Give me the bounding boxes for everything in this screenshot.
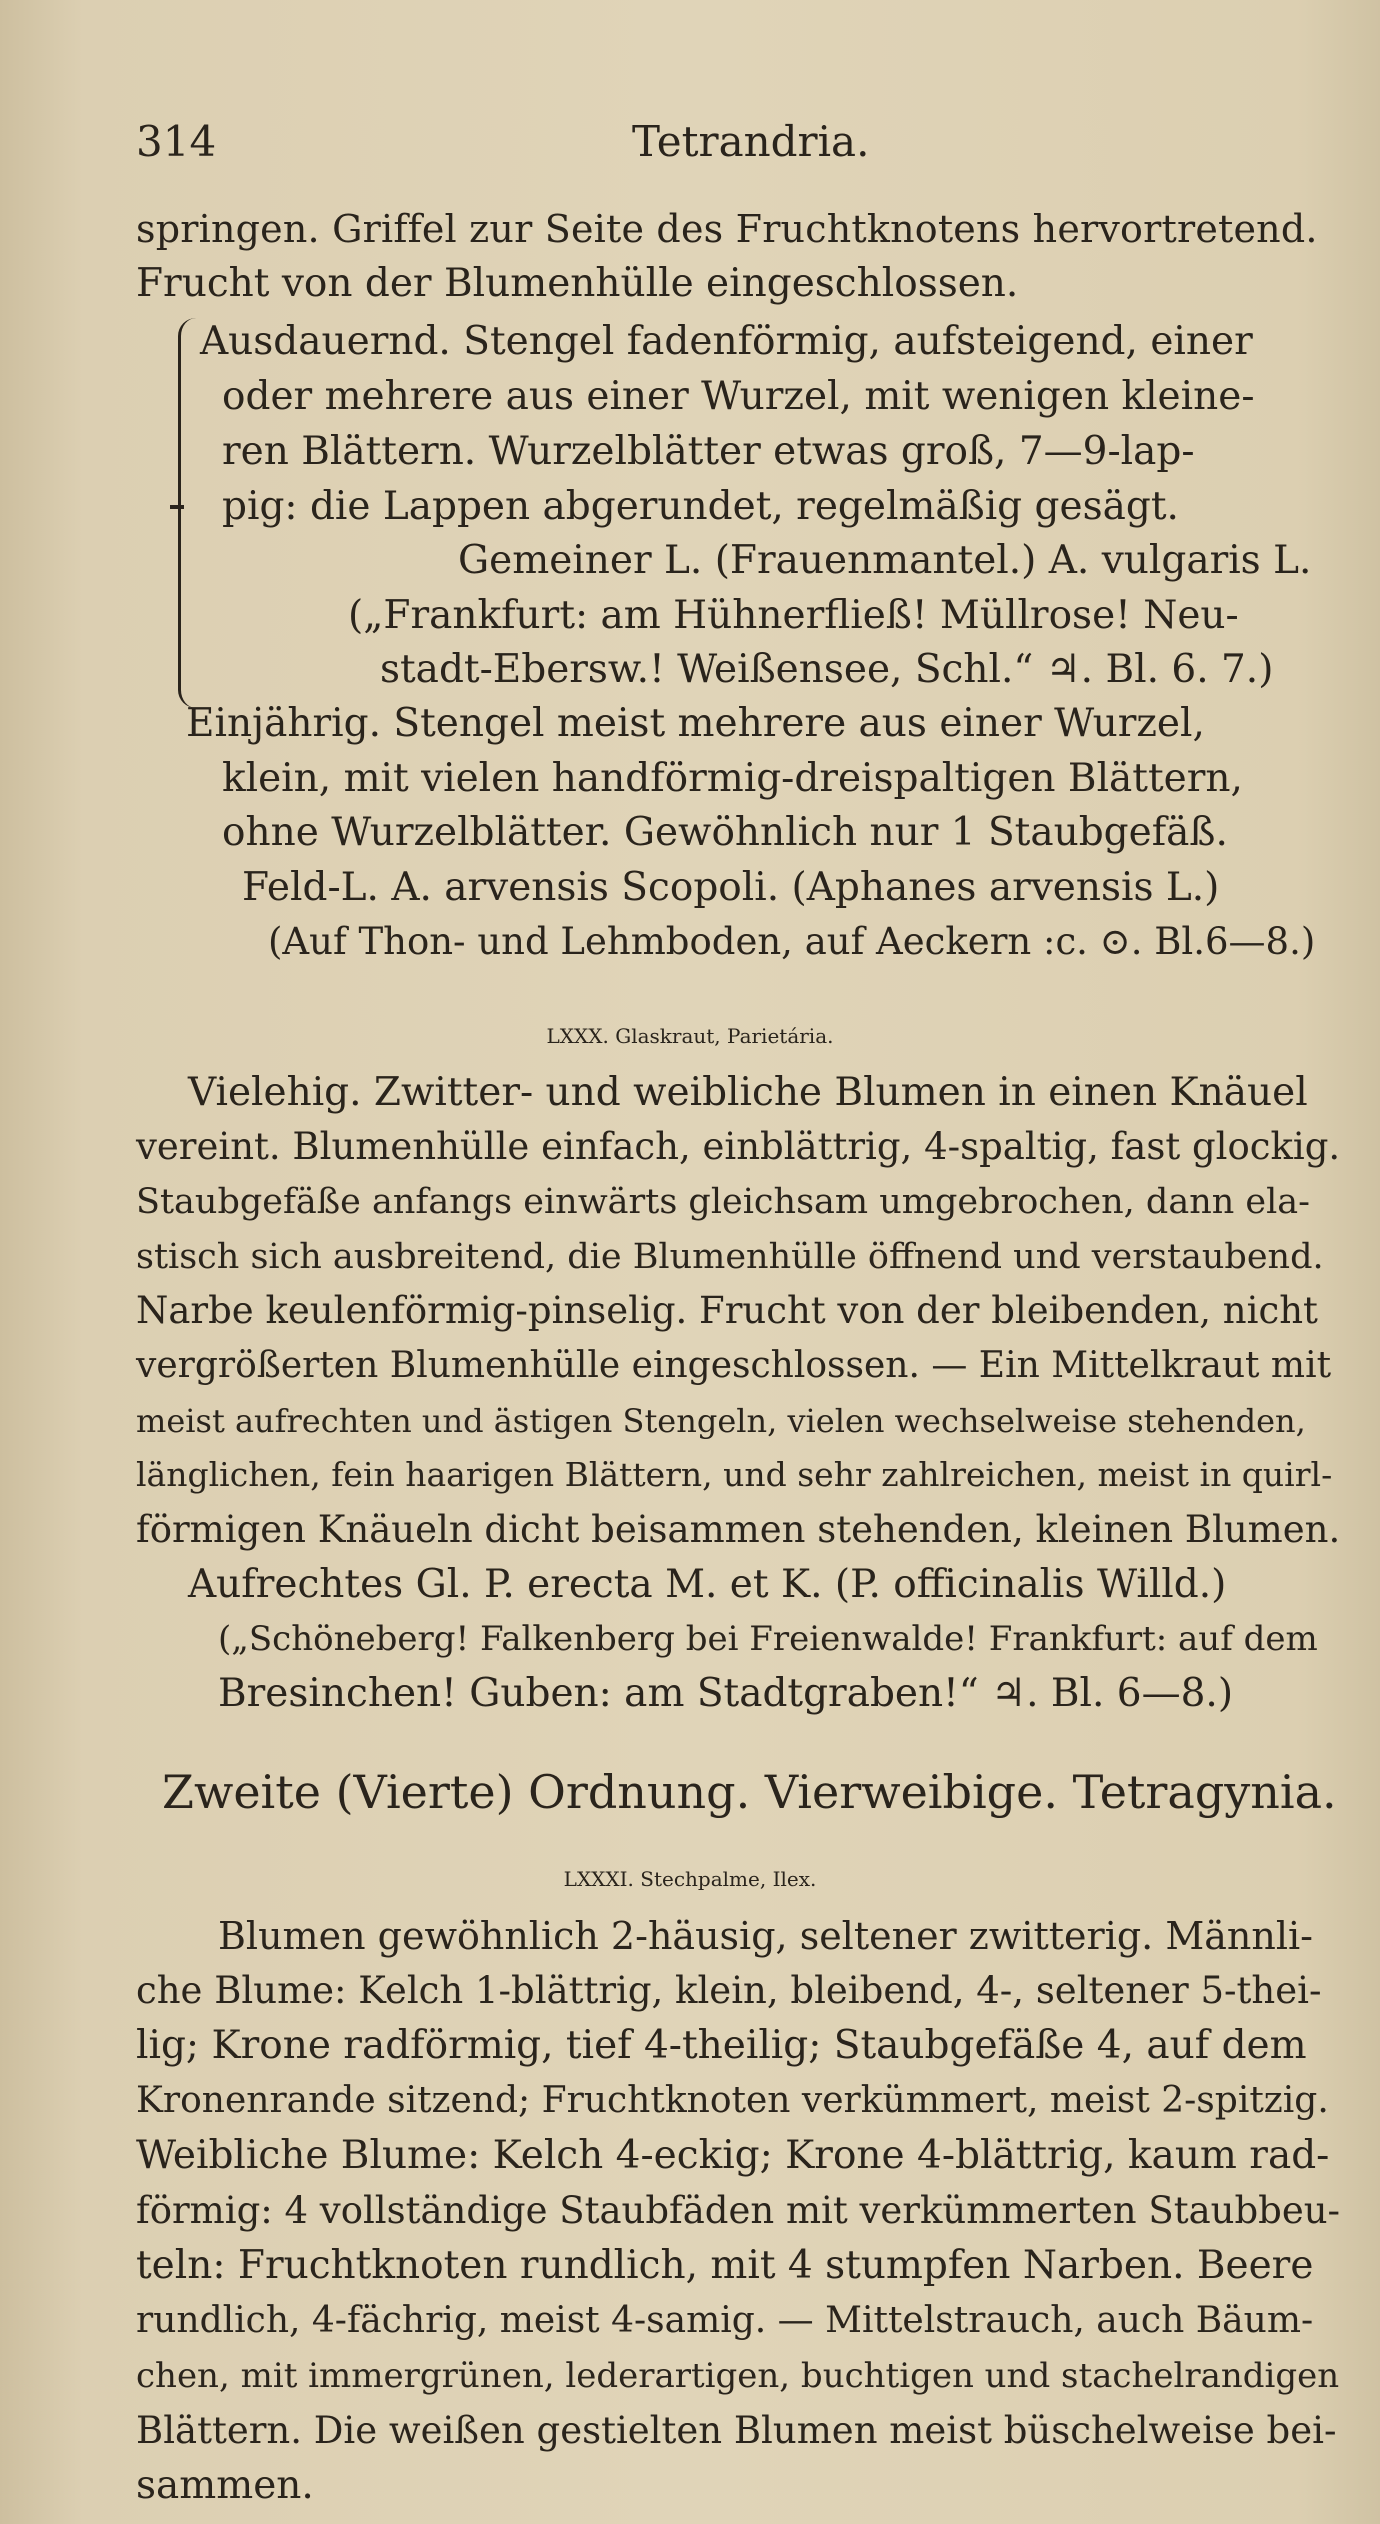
text-line: che Blume: Kelch 1-blättrig, klein, bleibend, 4-, seltener 5-thei- [136, 1969, 1322, 2012]
genus-heading-lxxx: LXXX. Glaskraut, Parietária. [546, 1024, 834, 1048]
order-heading: Zweite (Vierte) Ordnung. Vierweibige. Tetragynia. [162, 1765, 1337, 1819]
text-line: („Frankfurt: am Hühnerfließ! Müllrose! Neu- [348, 593, 1239, 638]
text-line: lig; Krone radförmig, tief 4-theilig; Staubgefäße 4, auf dem [136, 2023, 1307, 2068]
text-line: Blättern. Die weißen gestielten Blumen meist büschelweise bei- [136, 2409, 1337, 2452]
text-line: chen, mit immergrünen, lederartigen, buchtigen und stachelrandigen [136, 2356, 1340, 2396]
text-line: Weibliche Blume: Kelch 4-eckig; Krone 4-blättrig, kaum rad- [136, 2133, 1330, 2178]
text-line: Bresinchen! Guben: am Stadtgraben!“ ♃. Bl. 6—8.) [218, 1671, 1234, 1716]
text-line: stisch sich ausbreitend, die Blumenhülle öffnend und verstaubend. [136, 1237, 1324, 1277]
text-line: Aufrechtes Gl. P. erecta M. et K. (P. officinalis Willd.) [188, 1562, 1227, 1607]
text-line: Gemeiner L. (Frauenmantel.) A. vulgaris L. [458, 538, 1312, 583]
text-line: springen. Griffel zur Seite des Fruchtknotens hervortretend. [136, 207, 1318, 251]
text-line: ren Blättern. Wurzelblätter etwas groß, 7—9-lap- [222, 429, 1195, 474]
text-line: („Schöneberg! Falkenberg bei Freienwalde! Frankfurt: auf dem [218, 1619, 1318, 1659]
text-line: (Auf Thon- und Lehmboden, auf Aeckern :c. ⊙. Bl.6—8.) [268, 920, 1316, 963]
text-line: Vielehig. Zwitter- und weibliche Blumen in einen Knäuel [188, 1070, 1308, 1115]
text-line: förmig: 4 vollständige Staubfäden mit verkümmerten Staubbeu- [136, 2189, 1341, 2232]
text-line: ohne Wurzelblätter. Gewöhnlich nur 1 Staubgefäß. [222, 810, 1228, 855]
text-line: Kronenrande sitzend; Fruchtknoten verkümmert, meist 2-spitzig. [136, 2080, 1329, 2121]
text-line: förmigen Knäueln dicht beisammen stehenden, kleinen Blumen. [136, 1508, 1341, 1551]
text-line: meist aufrechten und ästigen Stengeln, vielen wechselweise stehenden, [136, 1402, 1306, 1440]
genus-heading-lxxxi: LXXXI. Stechpalme, Ilex. [563, 1867, 817, 1891]
page-number: 314 [136, 117, 217, 166]
text-line: Feld-L. A. arvensis Scopoli. (Aphanes arvensis L.) [242, 865, 1220, 910]
text-line: Einjährig. Stengel meist mehrere aus einer Wurzel, [186, 701, 1205, 746]
text-line: oder mehrere aus einer Wurzel, mit wenigen kleine- [222, 374, 1255, 419]
text-line: pig: die Lappen abgerundet, regelmäßig gesägt. [222, 484, 1179, 529]
text-line: Ausdauernd. Stengel fadenförmig, aufsteigend, einer [200, 319, 1253, 364]
text-line: Staubgefäße anfangs einwärts gleichsam umgebrochen, dann ela- [136, 1182, 1311, 1222]
grouping-brace-tip [170, 505, 184, 509]
text-line: vergrößerten Blumenhülle eingeschlossen. — Ein Mittelkraut mit [136, 1345, 1332, 1386]
running-title: Tetrandria. [632, 117, 870, 166]
text-line: Narbe keulenförmig-pinselig. Frucht von der bleibenden, nicht [136, 1289, 1318, 1332]
text-line: Blumen gewöhnlich 2-häusig, seltener zwitterig. Männli- [218, 1914, 1313, 1958]
text-line: stadt-Ebersw.! Weißensee, Schl.“ ♃. Bl. 6. 7.) [380, 647, 1274, 692]
text-line: rundlich, 4-fächrig, meist 4-samig. — Mittelstrauch, auch Bäum- [136, 2300, 1314, 2341]
text-line: vereint. Blumenhülle einfach, einblättrig, 4-spaltig, fast glockig. [136, 1125, 1341, 1168]
text-line: sammen. [136, 2463, 314, 2508]
text-line: Frucht von der Blumenhülle eingeschlossen. [136, 261, 1019, 306]
text-line: klein, mit vielen handförmig-dreispaltigen Blättern, [222, 756, 1243, 801]
text-line: länglichen, fein haarigen Blättern, und sehr zahlreichen, meist in quirl- [136, 1455, 1333, 1494]
grouping-brace [178, 318, 203, 708]
text-line: teln: Fruchtknoten rundlich, mit 4 stumpfen Narben. Beere [136, 2243, 1314, 2288]
